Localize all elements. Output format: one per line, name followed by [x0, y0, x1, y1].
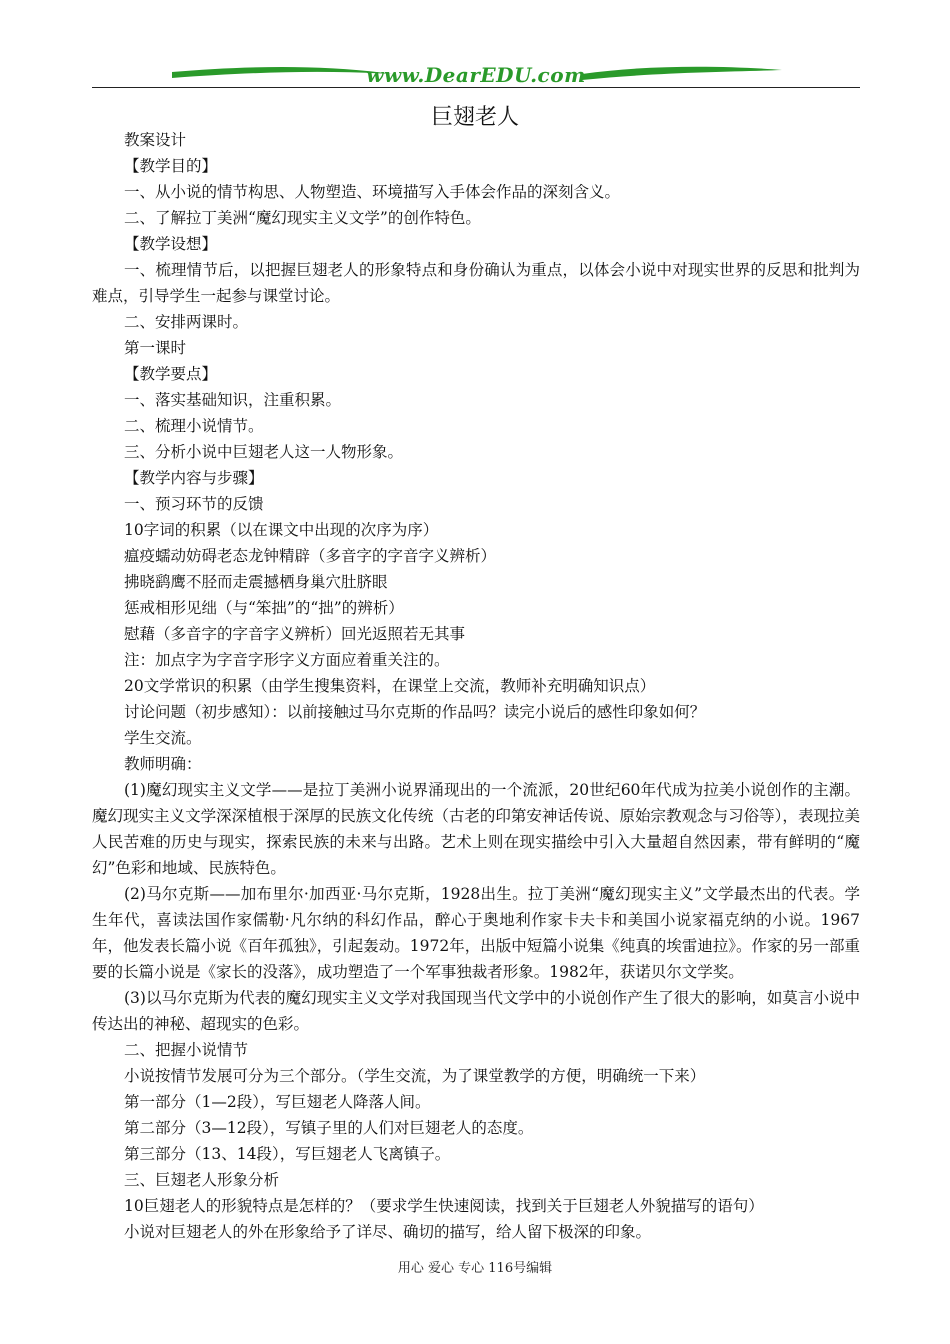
- paragraph: 小说对巨翅老人的外在形象给予了详尽、确切的描写，给人留下极深的印象。: [124, 1223, 652, 1241]
- paragraph: 【教学目的】: [124, 157, 218, 175]
- paragraph: 惩戒相形见绌（与“笨拙”的“拙”的辨析）: [124, 599, 404, 617]
- paragraph: 二、把握小说情节: [124, 1041, 249, 1059]
- paragraph: 三、巨翅老人形象分析: [124, 1171, 280, 1189]
- paragraph: (1)魔幻现实主义文学——是拉丁美洲小说界涌现出的一个流派，20世纪60年代成为拉美小说创作的主潮。魔幻现实主义文学深深植根于深厚的民族文化传统（古老的印第安神话传说、原始宗教观念与习俗等），表现拉美人民苦难的历史与现实，探索民族的未来与出路。艺术上则在现实描绘中引入大量超自然因素，带有鲜明的“魔幻”色彩和地域、民族特色。: [92, 781, 860, 877]
- paragraph: 讨论问题（初步感知）：以前接触过马尔克斯的作品吗？读完小说后的感性印象如何？: [124, 703, 706, 721]
- paragraph: 【教学设想】: [124, 235, 218, 253]
- paragraph: 二、梳理小说情节。: [124, 417, 264, 435]
- paragraph: 20文学常识的积累（由学生搜集资料，在课堂上交流，教师补充明确知识点）: [124, 677, 656, 695]
- paragraph: 10巨翅老人的形貌特点是怎样的？（要求学生快速阅读，找到关于巨翅老人外貌描写的语句）: [124, 1197, 764, 1215]
- paragraph: 一、落实基础知识，注重积累。: [124, 391, 342, 409]
- page-footer: 用心 爱心 专心 116号编辑: [397, 1261, 553, 1276]
- paragraph: 二、了解拉丁美洲“魔幻现实主义文学”的创作特色。: [124, 209, 481, 227]
- paragraph: 瘟疫蠕动妨碍老态龙钟精辟（多音字的字音字义辨析）: [124, 547, 497, 565]
- header-banner: [92, 60, 860, 92]
- paragraph: 一、梳理情节后，以把握巨翅老人的形象特点和身份确认为重点，以体会小说中对现实世界的反思和批判为难点，引导学生一起参与课堂讨论。: [92, 261, 860, 305]
- paragraph: 第一课时: [124, 339, 187, 357]
- paragraph: 拂晓鹞鹰不胫而走震撼栖身巢穴肚脐眼: [124, 573, 388, 591]
- paragraph: 【教学内容与步骤】: [124, 469, 264, 487]
- paragraph: 二、安排两课时。: [124, 313, 249, 331]
- paragraph: (3)以马尔克斯为代表的魔幻现实主义文学对我国现当代文学中的小说创作产生了很大的影响，如莫言小说中传达出的神秘、超现实的色彩。: [92, 989, 860, 1033]
- paragraph: 慰藉（多音字的字音字义辨析）回光返照若无其事: [124, 625, 466, 643]
- paragraph: 教师明确：: [124, 755, 202, 773]
- paragraph: 三、分析小说中巨翅老人这一人物形象。: [124, 443, 404, 461]
- site-logo-text: www.DearEDU.com: [366, 63, 586, 87]
- paragraph: 教案设计: [124, 131, 187, 149]
- paragraph: 学生交流。: [124, 729, 202, 747]
- paragraph: 小说按情节发展可分为三个部分。（学生交流，为了课堂教学的方便，明确统一下来）: [124, 1067, 706, 1085]
- paragraph: 第三部分（13、14段），写巨翅老人飞离镇子。: [124, 1145, 451, 1163]
- paragraph: 【教学要点】: [124, 365, 218, 383]
- document-body: [92, 127, 860, 1245]
- page-title: 巨翅老人: [430, 105, 519, 130]
- paragraph: (2)马尔克斯——加布里尔·加西亚·马尔克斯，1928出生。拉丁美洲“魔幻现实主义”文学最杰出的代表。学生年代，喜读法国作家儒勒·凡尔纳的科幻作品，醉心于奥地利作家卡夫卡和美国小说家福克纳的小说。1967年，他发表长篇小说《百年孤独》，引起轰动。1972年，出版中短篇小说集《纯真的埃雷迪拉》。作家的另一部重要的长篇小说是《家长的没落》，成功塑造了一个军事独裁者形象。1982年，获诺贝尔文学奖。: [92, 885, 860, 981]
- paragraph: 第二部分（3—12段），写镇子里的人们对巨翅老人的态度。: [124, 1119, 534, 1137]
- paragraph: 第一部分（1—2段），写巨翅老人降落人间。: [124, 1093, 431, 1111]
- paragraph: 一、从小说的情节构思、人物塑造、环境描写入手体会作品的深刻含义。: [124, 183, 621, 201]
- paragraph: 一、预习环节的反馈: [124, 495, 264, 513]
- paragraph: 注：加点字为字音字形字义方面应着重关注的。: [124, 651, 450, 669]
- header-divider: [92, 87, 860, 88]
- paragraph: 10字词的积累（以在课文中出现的次序为序）: [124, 521, 439, 539]
